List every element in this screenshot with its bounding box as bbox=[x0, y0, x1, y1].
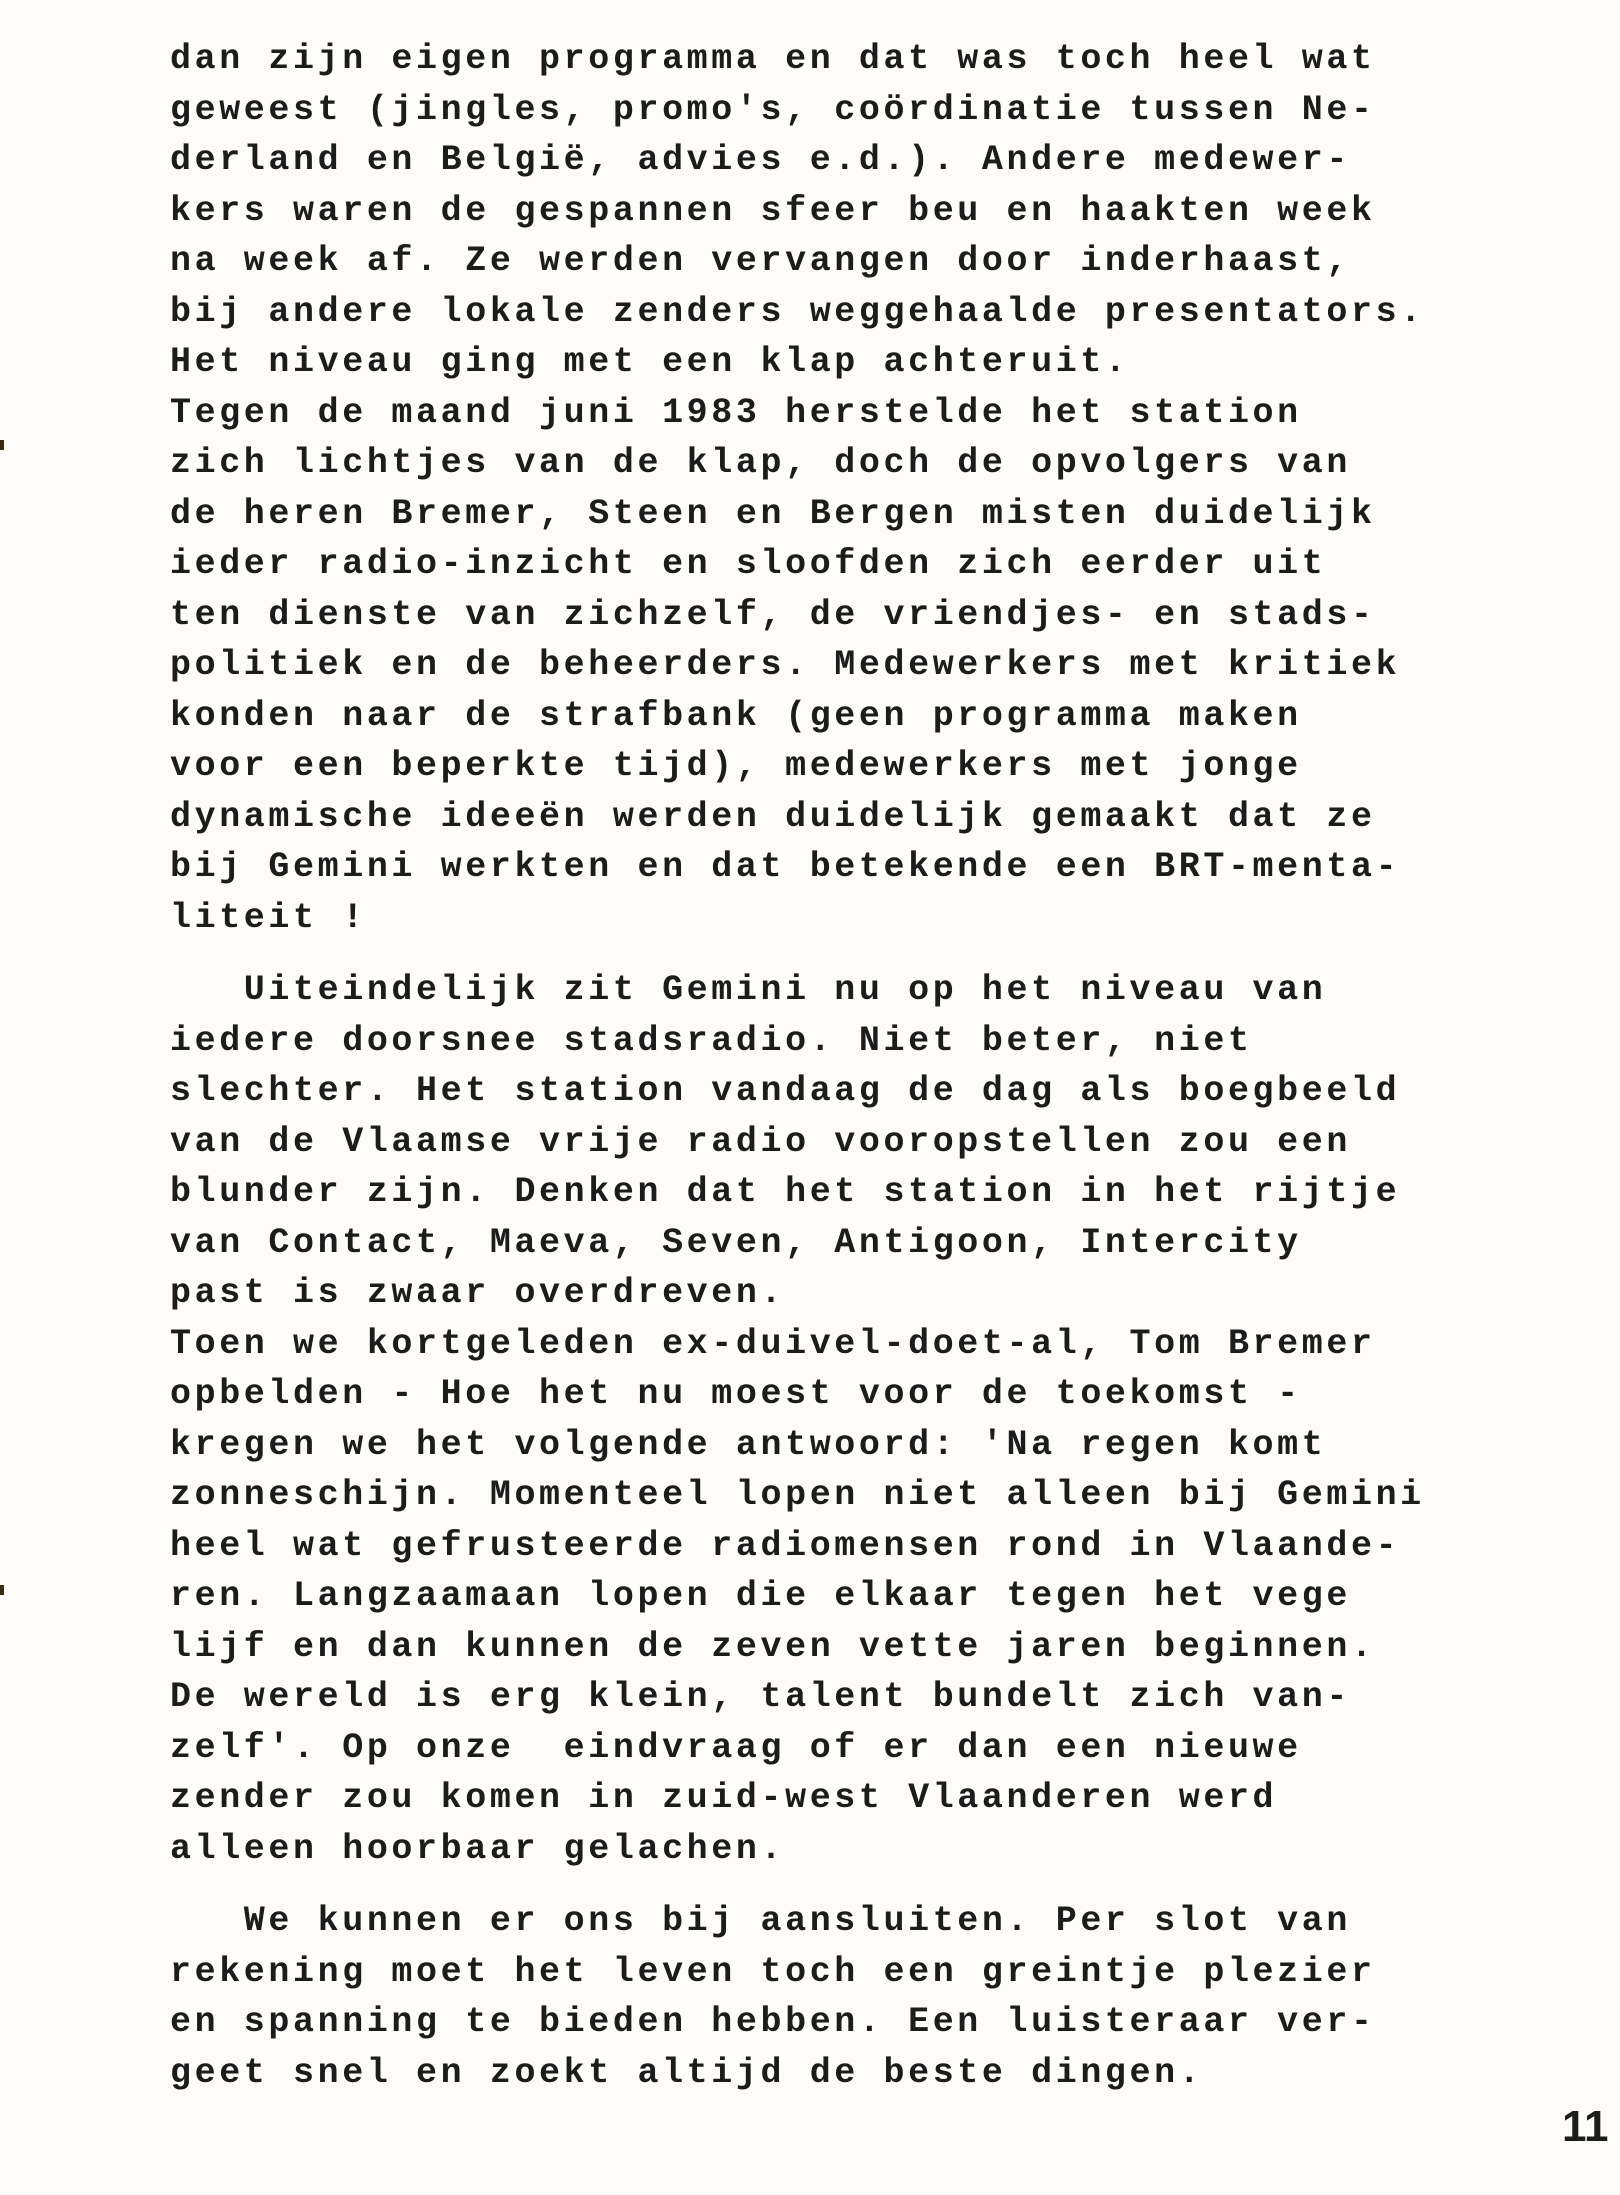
text-line: van Contact, Maeva, Seven, Antigoon, Intercity bbox=[170, 1222, 1302, 1263]
text-line: blunder zijn. Denken dat het station in het rijtje bbox=[170, 1172, 1401, 1212]
text-line: geweest (jingles, promo's, coördinatie tussen Ne- bbox=[170, 89, 1376, 130]
text-line: zich lichtjes van de klap, doch de opvolgers van bbox=[170, 443, 1351, 483]
text-line: na week af. Ze werden vervangen door inderhaast, bbox=[170, 241, 1351, 281]
text-line: en spanning te bieden hebben. Een luisteraar ver- bbox=[170, 2002, 1376, 2042]
text-line: iedere doorsnee stadsradio. Niet beter, niet bbox=[170, 1020, 1253, 1061]
paragraph-gap bbox=[170, 943, 1550, 965]
text-line: Toen we kortgeleden ex-duivel-doet-al, Tom Bremer bbox=[170, 1323, 1376, 1364]
margin-mark bbox=[0, 440, 4, 450]
text-line: ieder radio-inzicht en sloofden zich eerder uit bbox=[170, 544, 1327, 584]
text-line: konden naar de strafbank (geen programma maken bbox=[170, 695, 1302, 736]
text-line: geet snel en zoekt altijd de beste dingen. bbox=[170, 2052, 1204, 2093]
text-line: politiek en de beheerders. Medewerkers met kritiek bbox=[170, 645, 1401, 685]
text-line: alleen hoorbaar gelachen. bbox=[170, 1828, 786, 1869]
text-line: zonneschijn. Momenteel lopen niet alleen bij Gemini bbox=[170, 1475, 1425, 1515]
text-line: bij andere lokale zenders weggehaalde presentators. bbox=[170, 291, 1425, 332]
text-line: We kunnen er ons bij aansluiten. Per slot van bbox=[170, 1901, 1351, 1941]
text-line: rekening moet het leven toch een greintje plezier bbox=[170, 1951, 1376, 1992]
paragraph-gap bbox=[170, 1874, 1550, 1896]
text-line: Uiteindelijk zit Gemini nu op het niveau van bbox=[170, 970, 1327, 1010]
text-line: kregen we het volgende antwoord: 'Na regen komt bbox=[170, 1424, 1327, 1465]
text-line: bij Gemini werkten en dat betekende een BRT-menta- bbox=[170, 847, 1401, 887]
text-line: Tegen de maand juni 1983 herstelde het station bbox=[170, 392, 1302, 433]
text-line: de heren Bremer, Steen en Bergen misten duidelijk bbox=[170, 493, 1376, 534]
margin-mark bbox=[0, 1585, 4, 1595]
text-line: Het niveau ging met een klap achteruit. bbox=[170, 342, 1130, 382]
body-text bbox=[170, 34, 1550, 2098]
text-line: derland en België, advies e.d.). Andere medewer- bbox=[170, 140, 1351, 180]
text-line: slechter. Het station vandaag de dag als boegbeeld bbox=[170, 1071, 1401, 1111]
text-line: dynamische ideeën werden duidelijk gemaakt dat ze bbox=[170, 796, 1376, 837]
text-line: voor een beperkte tijd), medewerkers met jonge bbox=[170, 746, 1302, 786]
text-line: kers waren de gespannen sfeer beu en haakten week bbox=[170, 190, 1376, 231]
text-line: dan zijn eigen programma en dat was toch heel wat bbox=[170, 39, 1376, 79]
text-line: liteit ! bbox=[170, 897, 367, 938]
text-line: past is zwaar overdreven. bbox=[170, 1273, 786, 1313]
text-line: zelf'. Op onze eindvraag of er dan een nieuwe bbox=[170, 1727, 1302, 1768]
text-line: zender zou komen in zuid-west Vlaanderen werd bbox=[170, 1778, 1278, 1818]
text-line: De wereld is erg klein, talent bundelt zich van- bbox=[170, 1677, 1351, 1717]
text-line: lijf en dan kunnen de zeven vette jaren beginnen. bbox=[170, 1626, 1376, 1667]
page-number: 11 bbox=[1562, 2102, 1609, 2151]
text-line: ren. Langzaamaan lopen die elkaar tegen het vege bbox=[170, 1576, 1351, 1616]
text-line: heel wat gefrusteerde radiomensen rond in Vlaande- bbox=[170, 1525, 1401, 1566]
text-line: opbelden - Hoe het nu moest voor de toekomst - bbox=[170, 1374, 1302, 1414]
text-line: van de Vlaamse vrije radio vooropstellen zou een bbox=[170, 1121, 1351, 1162]
text-line: ten dienste van zichzelf, de vriendjes- en stads- bbox=[170, 594, 1376, 635]
